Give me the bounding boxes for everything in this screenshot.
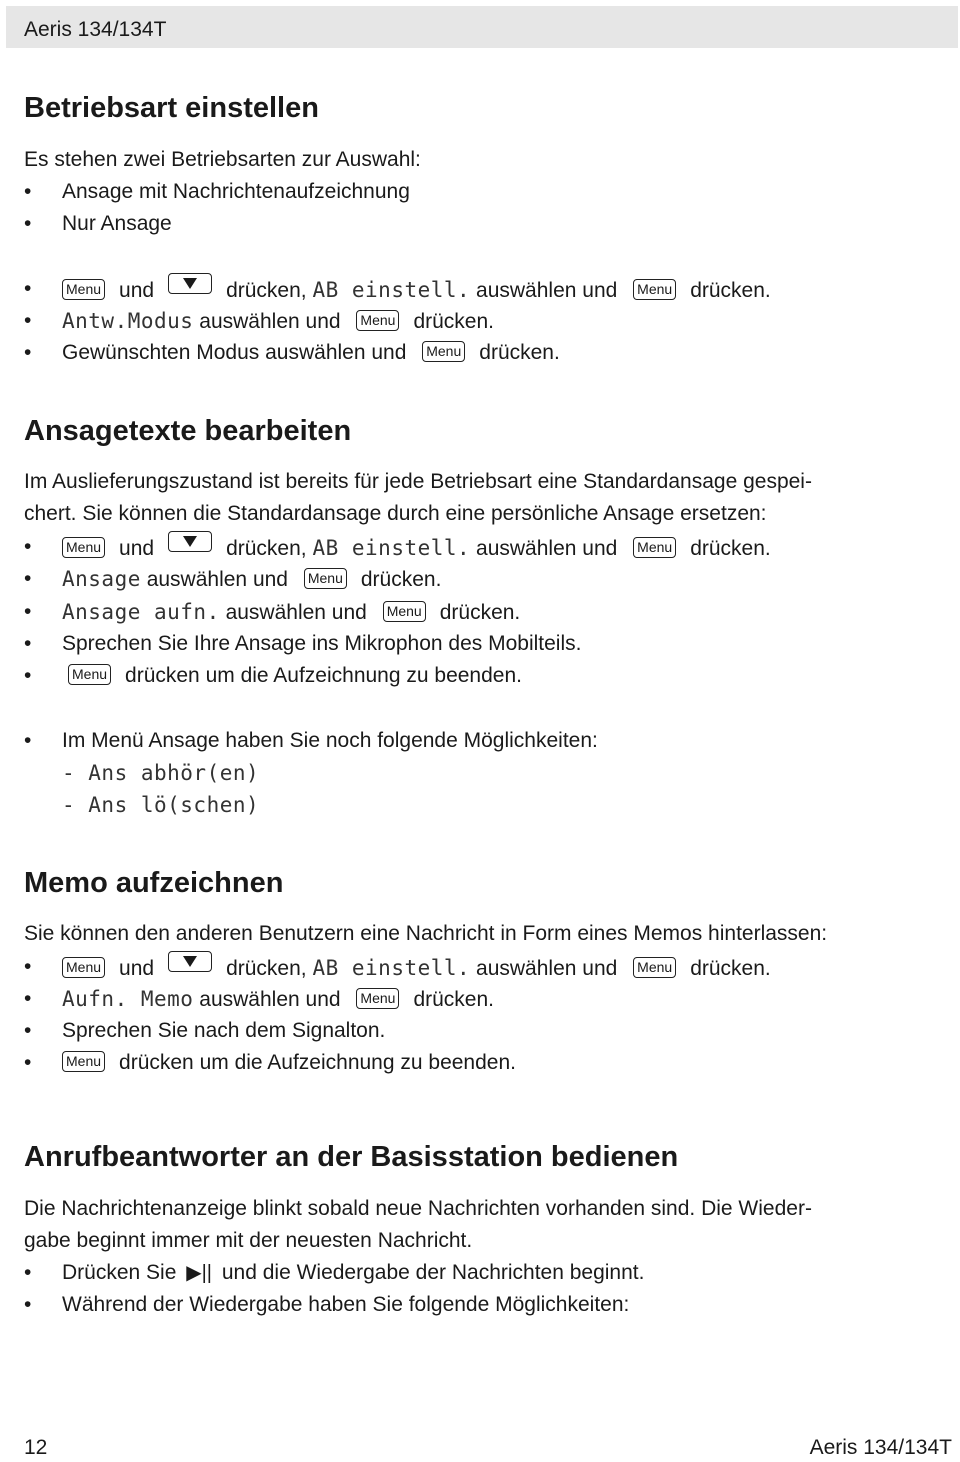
menu-key-icon: Menu: [62, 279, 105, 300]
page-number: 12: [24, 1436, 48, 1459]
menu-key-icon: Menu: [422, 341, 465, 362]
section-intro: Es stehen zwei Betriebsarten zur Auswahl:: [24, 148, 421, 171]
step-item: • Drücken Sie ▶|| und die Wiedergabe der Nachrichten beginnt.: [24, 1261, 645, 1284]
section-heading-memo: Memo aufzeichnen: [24, 867, 284, 899]
section-heading-ansagetexte: Ansagetexte bearbeiten: [24, 415, 352, 447]
menu-option: - Ans abhör(en): [62, 761, 260, 785]
menu-key-icon: Menu: [356, 310, 399, 331]
lcd-text: Ansage: [62, 567, 141, 591]
step-item: • Menu drücken um die Aufzeichnung zu beenden.: [24, 1051, 516, 1074]
header-title: Aeris 134/134T: [24, 18, 167, 41]
menu-key-icon: Menu: [62, 957, 105, 978]
paragraph-line: chert. Sie können die Standardansage durch eine persönliche Ansage ersetzen:: [24, 502, 767, 525]
step-item: • Im Menü Ansage haben Sie noch folgende Möglichkeiten:: [24, 729, 598, 752]
lcd-text: AB einstell.: [312, 536, 471, 560]
menu-key-icon: Menu: [62, 537, 105, 558]
menu-key-icon: Menu: [633, 537, 676, 558]
step-item: • Menu und drücken, AB einstell. auswählen und Menu drücken.: [24, 951, 771, 985]
step-item: • Sprechen Sie Ihre Ansage ins Mikrophon des Mobilteils.: [24, 632, 582, 655]
section-heading-basisstation: Anrufbeantworter an der Basisstation bedienen: [24, 1141, 679, 1173]
step-item: • Menu und drücken, AB einstell. auswählen und Menu drücken.: [24, 531, 771, 565]
paragraph-line: gabe beginnt immer mit der neuesten Nachricht.: [24, 1229, 473, 1252]
lcd-text: Aufn. Memo: [62, 987, 194, 1011]
section-intro: Sie können den anderen Benutzern eine Nachricht in Form eines Memos hinterlassen:: [24, 922, 828, 945]
step-item: • Menu und drücken, AB einstell. auswählen und Menu drücken.: [24, 273, 771, 307]
list-item: • Ansage mit Nachrichtenaufzeichnung: [24, 180, 410, 203]
menu-option: - Ans lö(schen): [62, 793, 260, 817]
step-item: • Aufn. Memo auswählen und Menu drücken.: [24, 987, 494, 1011]
play-pause-icon: ▶||: [186, 1262, 213, 1284]
arrow-down-key-icon: [168, 273, 212, 294]
menu-key-icon: Menu: [633, 279, 676, 300]
section-heading-betriebsart: Betriebsart einstellen: [24, 92, 319, 124]
footer-title: Aeris 134/134T: [809, 1436, 952, 1459]
list-item: • Nur Ansage: [24, 212, 172, 235]
menu-key-icon: Menu: [383, 601, 426, 622]
step-item: • Ansage aufn. auswählen und Menu drücken.: [24, 600, 521, 624]
lcd-text: Antw.Modus: [62, 309, 194, 333]
menu-key-icon: Menu: [304, 568, 347, 589]
step-item: • Während der Wiedergabe haben Sie folgende Möglichkeiten:: [24, 1293, 630, 1316]
header-bar: [6, 6, 958, 48]
menu-key-icon: Menu: [62, 1051, 105, 1072]
menu-key-icon: Menu: [633, 957, 676, 978]
lcd-text: Ansage aufn.: [62, 600, 220, 624]
step-item: • Ansage auswählen und Menu drücken.: [24, 567, 442, 591]
step-item: • Antw.Modus auswählen und Menu drücken.: [24, 309, 494, 333]
menu-key-icon: Menu: [356, 988, 399, 1009]
menu-key-icon: Menu: [68, 664, 111, 685]
step-item: • Sprechen Sie nach dem Signalton.: [24, 1019, 386, 1042]
lcd-text: AB einstell.: [312, 278, 471, 302]
step-item: • Menu drücken um die Aufzeichnung zu beenden.: [24, 664, 522, 687]
paragraph-line: Die Nachrichtenanzeige blinkt sobald neue Nachrichten vorhanden sind. Die Wieder-: [24, 1197, 812, 1220]
paragraph-line: Im Auslieferungszustand ist bereits für jede Betriebsart eine Standardansage gespei-: [24, 470, 812, 493]
step-item: • Gewünschten Modus auswählen und Menu drücken.: [24, 341, 560, 364]
arrow-down-key-icon: [168, 951, 212, 972]
arrow-down-key-icon: [168, 531, 212, 552]
lcd-text: AB einstell.: [312, 956, 471, 980]
